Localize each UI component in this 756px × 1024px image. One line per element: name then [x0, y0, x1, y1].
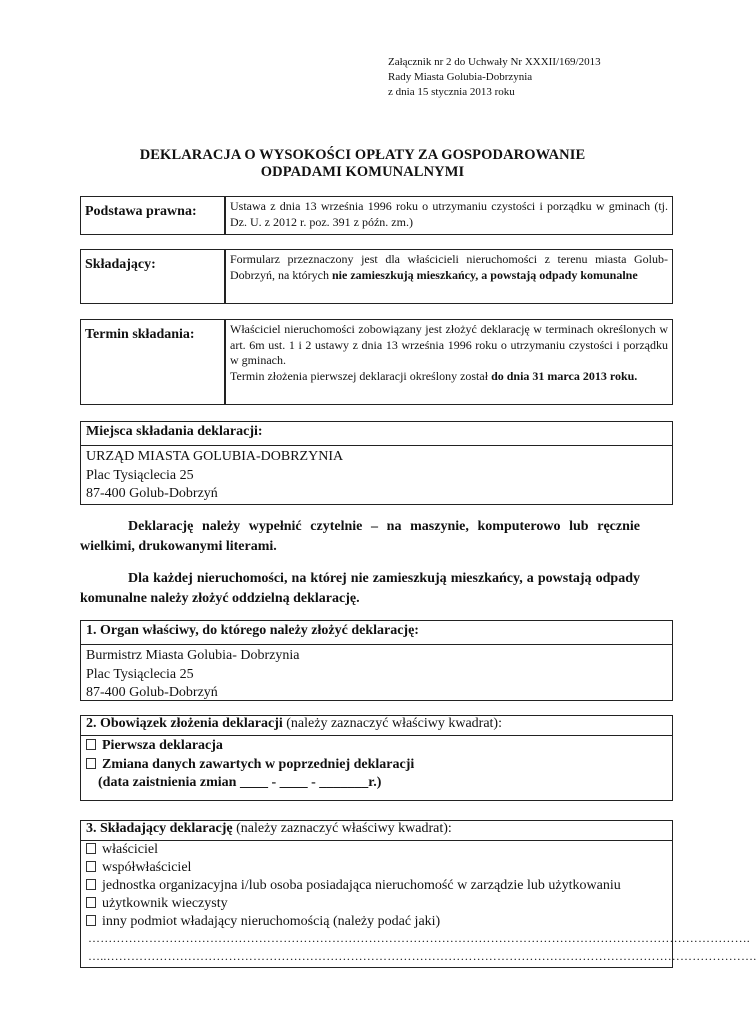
submission-place-box: [80, 421, 673, 505]
submitter-text-bold: nie zamieszkują mieszkańcy, a powstają odpady komunalne: [331, 267, 638, 282]
checkbox-owner[interactable]: [86, 843, 96, 854]
submission-place-line-1: URZĄD MIASTA GOLUBIA-DOBRZYNIA: [86, 449, 344, 464]
deadline-text-2: Termin złożenia pierwszej deklaracji określony został: [230, 368, 492, 383]
section-3-option-1-label: właściciel: [102, 842, 158, 857]
deadline-text-1: Właściciel nieruchomości zobowiązany jest złożyć deklarację w terminach określonych w art. 6m ust. 1 i 2 ustawy z dnia 13 września 1996 roku o utrzymaniu czystości i porządku w gminach.: [230, 322, 668, 367]
submitter-label-box: [80, 249, 225, 304]
section-3-box: [80, 820, 756, 968]
annex-annotation: [388, 55, 601, 100]
title-line-2: ODPADAMI KOMUNALNYMI: [260, 164, 465, 180]
submission-place-line-3: 87-400 Golub-Dobrzyń: [86, 486, 218, 501]
deadline-text-box: [225, 319, 673, 405]
section-2-option-change[interactable]: [86, 756, 667, 775]
section-3-option-2-label: współwłaściciel: [102, 860, 192, 875]
section-3-fill-line-2[interactable]: …..…………………………………………………………………………………………………………………………………………….: [88, 949, 756, 963]
section-3-option-co-owner[interactable]: [86, 859, 667, 877]
section-3-header: [81, 821, 672, 841]
section-2-option-first[interactable]: [86, 737, 667, 756]
submitter-text-box: [225, 249, 673, 304]
deadline-text-2-bold: do dnia 31 marca 2013 roku.: [491, 368, 638, 383]
annex-line-2: Rady Miasta Golubia-Dobrzynia: [388, 71, 533, 83]
checkbox-first-declaration[interactable]: [86, 739, 96, 750]
checkbox-perpetual-user[interactable]: [86, 897, 96, 908]
section-3-fill-line-1[interactable]: ……………………………………………………………………………………………………………………………………………….: [88, 931, 750, 945]
checkbox-organizational-unit[interactable]: [86, 879, 96, 890]
deadline-label: Termin składania:: [85, 327, 195, 342]
checkbox-data-change[interactable]: [86, 758, 96, 769]
instruction-1: Deklarację należy wypełnić czytelnie – na maszynie, komputerowo lub ręcznie wielkimi, drukowanymi literami.: [80, 519, 640, 554]
submitter-label: Składający:: [85, 257, 156, 272]
section-3-option-other[interactable]: [86, 913, 667, 931]
section-3-option-owner[interactable]: [86, 841, 667, 859]
legal-basis-text-box: [225, 196, 673, 235]
legal-basis-label-box: [80, 196, 225, 235]
section-2-header: [81, 716, 672, 736]
deadline-label-box: [80, 319, 225, 405]
section-3-option-5-label: inny podmiot władający nieruchomością (należy podać jaki): [102, 914, 441, 929]
submission-place-header: Miejsca składania deklaracji:: [81, 422, 672, 446]
section-2-option-1-label: Pierwsza deklaracja: [102, 738, 223, 753]
section-2-date-line[interactable]: (data zaistnienia zmian ____ - ____ - _______r.): [98, 775, 382, 790]
section-1-line-1: Burmistrz Miasta Golubia- Dobrzynia: [86, 648, 300, 663]
title-line-1: DEKLARACJA O WYSOKOŚCI OPŁATY ZA GOSPODAROWANIE: [139, 147, 586, 163]
annex-line-3: z dnia 15 stycznia 2013 roku: [388, 86, 515, 98]
section-2-box: [80, 715, 673, 801]
section-1-line-3: 87-400 Golub-Dobrzyń: [86, 685, 218, 700]
submitter-text: Formularz przeznaczony jest dla właścicieli nieruchomości z terenu miasta Golub-Dobrzyń, na których: [230, 252, 668, 282]
section-1-header: 1. Organ właściwy, do którego należy złożyć deklarację:: [81, 621, 672, 645]
section-2-option-2-label: Zmiana danych zawartych w poprzedniej deklaracji: [102, 756, 415, 772]
checkbox-co-owner[interactable]: [86, 861, 96, 872]
section-3-option-3-label: jednostka organizacyjna i/lub osoba posiadająca nieruchomość w zarządzie lub użytkowaniu: [102, 878, 621, 893]
legal-basis-label: Podstawa prawna:: [85, 204, 197, 219]
legal-basis-text: Ustawa z dnia 13 września 1996 roku o utrzymaniu czystości i porządku w gminach (tj. Dz. U. z 2012 r. poz. 391 z późn. zm.): [230, 199, 668, 229]
instruction-2: Dla każdej nieruchomości, na której nie zamieszkują mieszkańcy, a powstają odpady komunalne należy złożyć oddzielną deklarację.: [80, 571, 640, 606]
checkbox-other[interactable]: [86, 915, 96, 926]
section-2-header-bold: 2. Obowiązek złożenia deklaracji: [86, 716, 283, 731]
submission-place-line-2: Plac Tysiąclecia 25: [86, 467, 194, 483]
section-3-option-4-label: użytkownik wieczysty: [102, 896, 228, 911]
section-3-header-normal: (należy zaznaczyć właściwy kwadrat):: [232, 821, 452, 836]
section-1-line-2: Plac Tysiąclecia 25: [86, 666, 194, 682]
section-3-option-perpetual-user[interactable]: [86, 895, 667, 913]
annex-line-1: Załącznik nr 2 do Uchwały Nr XXXII/169/2013: [388, 56, 601, 68]
document-title: [0, 147, 725, 181]
section-1-box: [80, 620, 673, 701]
section-2-header-normal: (należy zaznaczyć właściwy kwadrat):: [282, 716, 502, 731]
section-3-header-bold: 3. Składający deklarację: [86, 821, 233, 836]
section-3-option-organizational-unit[interactable]: [86, 877, 667, 895]
